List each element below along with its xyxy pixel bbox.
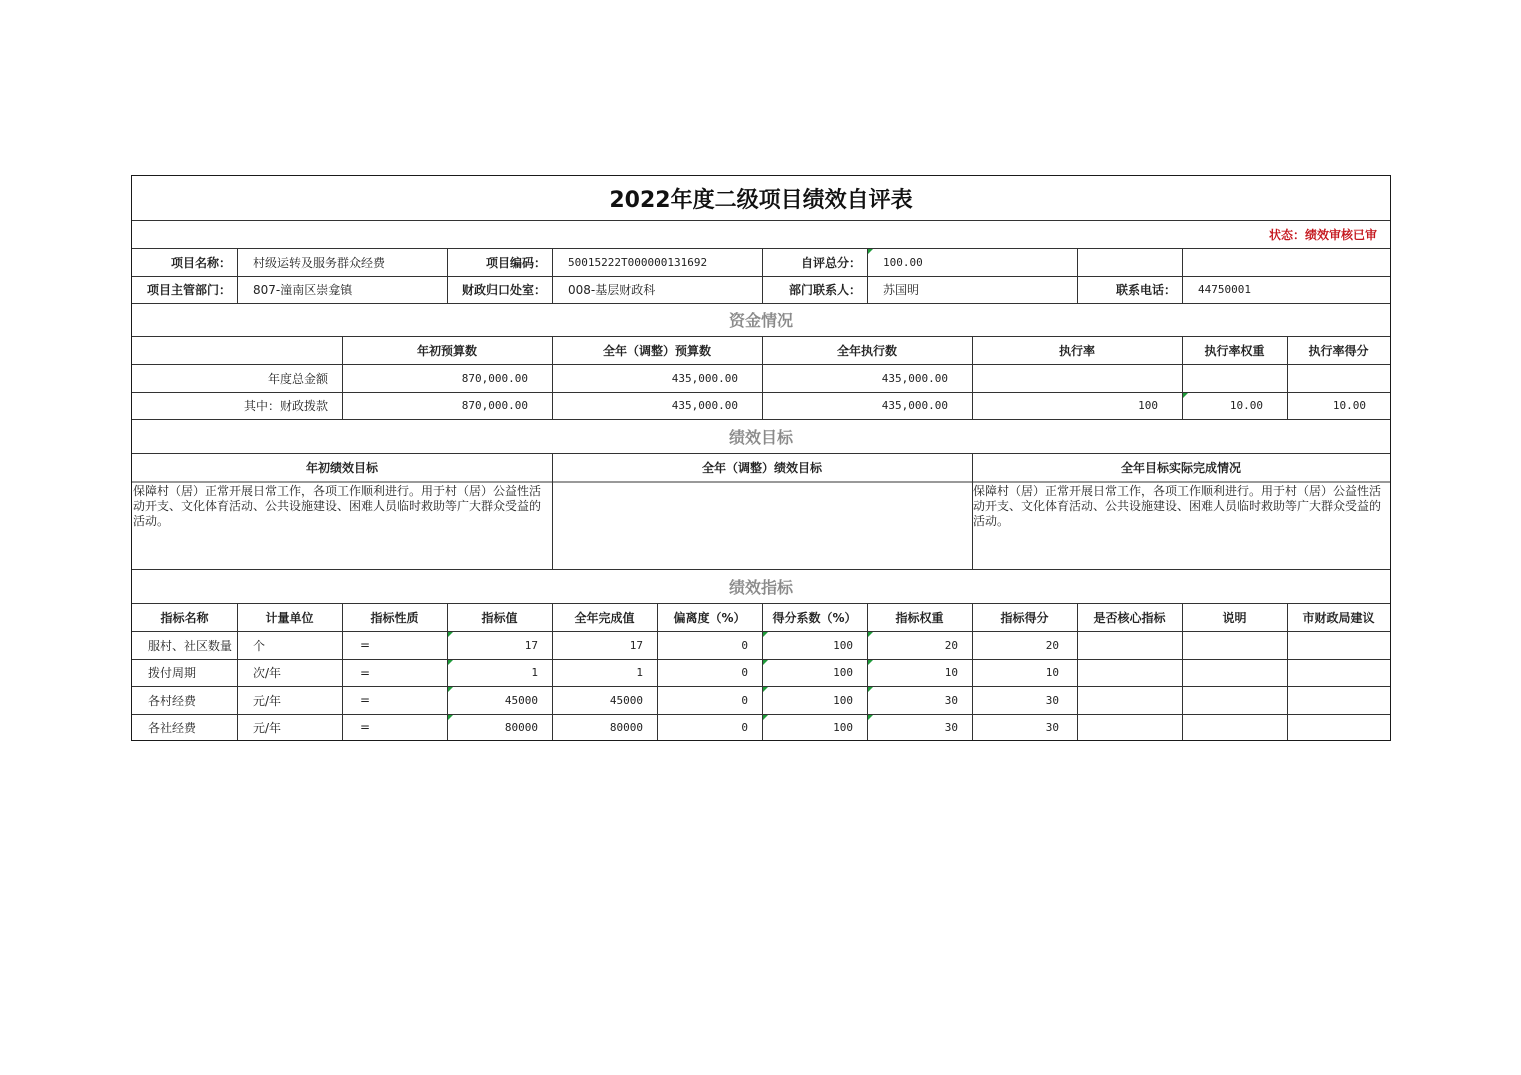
ind-actual: 45000: [609, 693, 643, 707]
funds-header-rate-weight: 执行率权重: [1204, 343, 1265, 358]
funds-header-adjusted: 全年（调整）预算数: [602, 343, 711, 358]
ind-header: 指标性质: [370, 610, 419, 625]
ind-unit: 次/年: [253, 666, 282, 680]
dept-label: 项目主管部门：: [146, 283, 231, 297]
funds-cell: 435,000.00: [671, 371, 738, 385]
funds-cell: 435,000.00: [671, 399, 738, 412]
phone-label: 联系电话：: [1115, 283, 1176, 297]
ind-value: 17: [524, 638, 538, 652]
ind-header: 是否核心指标: [1093, 610, 1166, 625]
ind-deviation: 0: [741, 693, 748, 707]
ind-score: 30: [1045, 693, 1059, 707]
goals-section-title: 绩效目标: [728, 427, 793, 447]
project-name-value: 村级运转及服务群众经费: [253, 255, 386, 270]
ind-score: 20: [1045, 638, 1059, 652]
ind-weight: 30: [944, 720, 958, 734]
ind-weight: 30: [944, 693, 958, 707]
ind-header: 指标值: [481, 610, 518, 625]
ind-unit: 个: [253, 638, 266, 653]
ind-header: 得分系数（%）: [772, 610, 857, 625]
funds-section-title: 资金情况: [728, 311, 793, 330]
ind-header: 全年完成值: [574, 610, 635, 625]
ind-nature: =: [360, 638, 371, 652]
ind-header: 指标名称: [160, 610, 209, 625]
ind-coefficient: 100: [833, 693, 853, 707]
contact-value: 苏国明: [883, 283, 920, 297]
ind-name: 拨付周期: [148, 666, 197, 680]
ind-nature: =: [360, 693, 371, 707]
ind-header: 说明: [1222, 610, 1247, 625]
self-score-label: 自评总分：: [800, 255, 861, 270]
status-badge: 状态：绩效审核已审: [1268, 228, 1377, 242]
funds-cell: 435,000.00: [881, 399, 948, 412]
funds-cell: 870,000.00: [461, 371, 528, 385]
goals-header-actual: 全年目标实际完成情况: [1120, 460, 1241, 475]
funds-header-rate-score: 执行率得分: [1308, 343, 1369, 358]
ind-name: 服村、社区数量: [148, 638, 233, 653]
ind-deviation: 0: [741, 666, 748, 679]
ind-score: 30: [1045, 720, 1059, 734]
funds-cell: 10.00: [1229, 399, 1263, 412]
project-name-label: 项目名称：: [170, 255, 231, 270]
indicators-section-title: 绩效指标: [728, 577, 793, 597]
funds-header-executed: 全年执行数: [836, 343, 897, 358]
funds-header-initial: 年初预算数: [416, 343, 477, 358]
ind-coefficient: 100: [833, 720, 853, 734]
ind-deviation: 0: [741, 638, 748, 652]
finance-office-label: 财政归口处室：: [461, 283, 546, 297]
ind-value: 45000: [504, 693, 538, 707]
performance-evaluation-sheet: [131, 175, 1391, 741]
ind-deviation: 0: [741, 720, 748, 734]
finance-office-value: 008-基层财政科: [568, 283, 656, 297]
project-code-value: 50015222T000000131692: [568, 255, 708, 269]
ind-weight: 20: [944, 638, 958, 652]
goals-header-adjusted: 全年（调整）绩效目标: [701, 460, 822, 475]
funds-row-label: 其中：财政拨款: [243, 399, 328, 413]
funds-cell: 100: [1138, 399, 1158, 412]
phone-value: 44750001: [1198, 283, 1251, 296]
ind-name: 各村经费: [148, 693, 197, 708]
funds-cell: 870,000.00: [461, 399, 528, 412]
sheet-title: 2022年度二级项目绩效自评表: [609, 187, 913, 213]
goal-adjusted-text: [552, 482, 972, 569]
funds-header-rate: 执行率: [1058, 343, 1095, 358]
goals-header-initial: 年初绩效目标: [305, 460, 378, 475]
ind-coefficient: 100: [833, 666, 853, 679]
self-score-value: 100.00: [883, 255, 923, 269]
goal-initial-text: 保障村（居）正常开展日常工作，各项工作顺利进行。用于村（居）公益性活动开支、文化体育活动、公共设施建设、困难人员临时救助等广大群众受益的活动。: [133, 484, 542, 528]
project-code-label: 项目编码：: [485, 255, 546, 270]
funds-row-label: 年度总金额: [267, 371, 328, 386]
ind-value: 1: [531, 666, 538, 679]
ind-weight: 10: [944, 666, 958, 679]
ind-nature: =: [360, 720, 371, 734]
ind-header: 指标权重: [895, 610, 944, 625]
ind-actual: 17: [629, 638, 643, 652]
ind-name: 各社经费: [148, 720, 197, 735]
contact-label: 部门联系人：: [788, 283, 861, 297]
ind-nature: =: [360, 665, 371, 680]
ind-header: 偏离度（%）: [673, 610, 746, 625]
ind-actual: 80000: [609, 720, 643, 734]
ind-score: 10: [1045, 666, 1059, 679]
ind-unit: 元/年: [253, 720, 282, 735]
goal-actual-text: 保障村（居）正常开展日常工作，各项工作顺利进行。用于村（居）公益性活动开支、文化体育活动、公共设施建设、困难人员临时救助等广大群众受益的活动。: [973, 484, 1382, 528]
ind-value: 80000: [504, 720, 538, 734]
dept-value: 807-潼南区崇龛镇: [253, 283, 353, 297]
funds-cell: 10.00: [1332, 399, 1366, 412]
ind-actual: 1: [636, 666, 643, 679]
ind-header: 指标得分: [1000, 610, 1049, 625]
funds-cell: 435,000.00: [881, 371, 948, 385]
ind-unit: 元/年: [253, 693, 282, 708]
ind-header: 计量单位: [265, 610, 314, 625]
ind-coefficient: 100: [833, 638, 853, 652]
ind-header: 市财政局建议: [1302, 610, 1375, 625]
